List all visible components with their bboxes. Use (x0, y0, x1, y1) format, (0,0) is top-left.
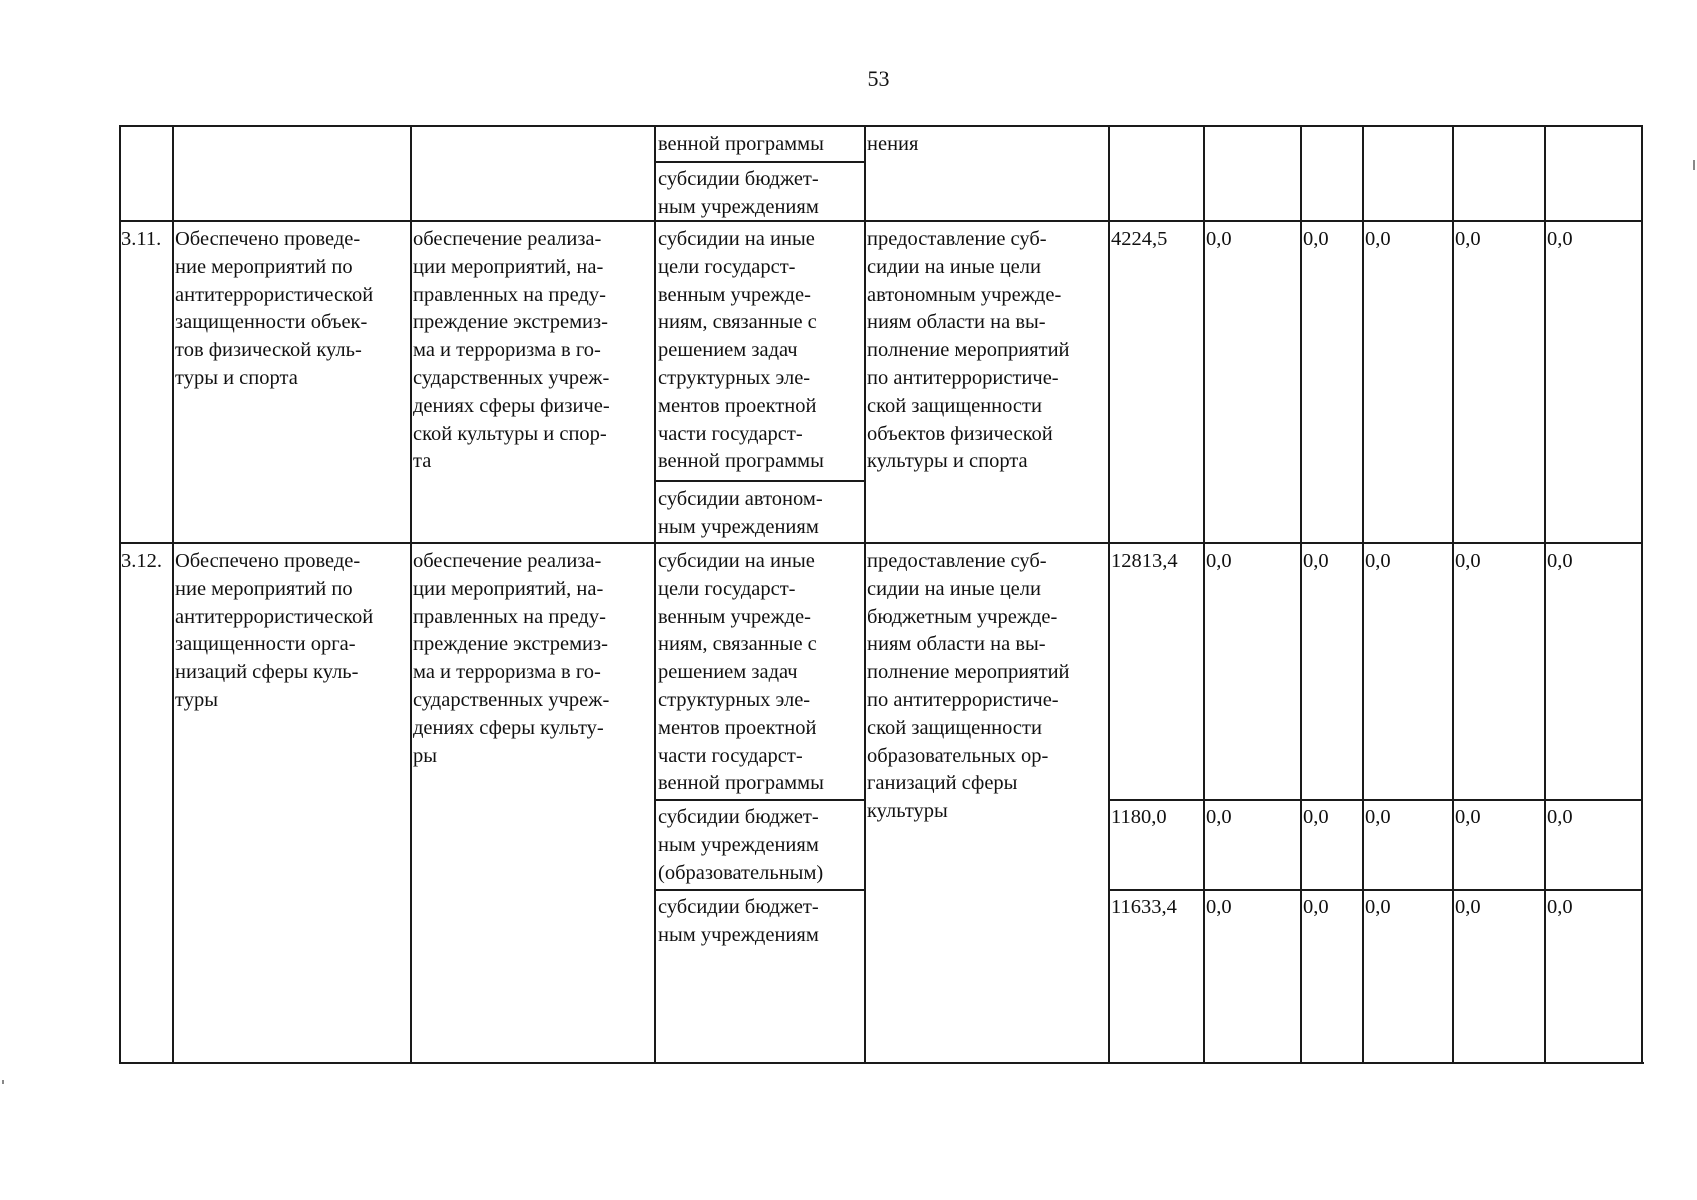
row-3-11-value-5: 0,0 (1455, 228, 1481, 250)
row-3-12-value-2: 0,0 (1206, 550, 1232, 572)
row-3-11-result: Обеспечено проведе- ние мероприятий по антитеррористической защищенности объек- тов физической куль- туры и спорта (175, 228, 374, 389)
col-border-val5 (1544, 125, 1546, 1064)
col-border-val1 (1203, 125, 1205, 1064)
row-3-12-purpose: предоставление суб- сидии на иные цели бюджетным учрежде- ниям области на вы- полнение мероприятий по антитеррористиче- ской защищенности образовательных ор- ганизаций сферы культуры (867, 550, 1070, 823)
row-3-12-sub1-value-5: 0,0 (1455, 806, 1481, 828)
row-3-12-sub1-direction: субсидии бюджет- ным учреждениям (образовательным) (658, 806, 824, 884)
row-3-11-top-border (119, 220, 1642, 222)
row-3-11-value-6: 0,0 (1547, 228, 1573, 250)
row-3-12-sub2-value-4: 0,0 (1365, 896, 1391, 918)
row-3-12-sub2-value-6: 0,0 (1547, 896, 1573, 918)
row-3-12-sub2-value-3: 0,0 (1303, 896, 1329, 918)
row-3-12-value-3: 0,0 (1303, 550, 1329, 572)
row-3-11-value-total: 4224,5 (1111, 228, 1168, 250)
col-border-purpose (1108, 125, 1110, 1064)
col-border-right (1641, 125, 1643, 1064)
row-3-11-number: 3.11. (121, 228, 162, 250)
row-3-12-sub1-value-4: 0,0 (1365, 806, 1391, 828)
row-3-12-sub2-value-2: 0,0 (1206, 896, 1232, 918)
row-3-12-sub1-value-3: 0,0 (1303, 806, 1329, 828)
header-direction-sub: субсидии бюджет- ным учреждениям (658, 168, 819, 218)
row-3-12-value-4: 0,0 (1365, 550, 1391, 572)
col-border-val4 (1452, 125, 1454, 1064)
col-border-val2 (1300, 125, 1302, 1064)
col-border-number (172, 125, 174, 1064)
table-bottom-border (119, 1062, 1644, 1064)
row-3-12-sub2-value-total: 11633,4 (1111, 896, 1177, 918)
header-purpose-cont: нения (867, 133, 919, 155)
row-3-12-sub1-values-divider (1108, 799, 1642, 801)
table-top-border (119, 125, 1642, 127)
row-3-11-direction: субсидии на иные цели государст- венным учрежде- ниям, связанные с решением задач структурных эле- ментов проектной части государст- венной программы (658, 228, 824, 473)
col-border-task (654, 125, 656, 1064)
row-3-12-value-total: 12813,4 (1111, 550, 1178, 572)
row-3-11-value-3: 0,0 (1303, 228, 1329, 250)
row-3-12-sub1-value-total: 1180,0 (1111, 806, 1167, 828)
header-sub-divider (654, 161, 866, 163)
row-3-11-sub-divider (654, 480, 866, 482)
row-3-12-sub2-value-5: 0,0 (1455, 896, 1481, 918)
col-border-left (119, 125, 121, 1064)
row-3-12-sub2-values-divider (1108, 889, 1642, 891)
row-3-12-value-5: 0,0 (1455, 550, 1481, 572)
row-3-12-task: обеспечение реализа- ции мероприятий, на- правленных на преду- преждение экстремиз- ма и терроризма в го- сударственных учреж- дениях сферы культу- ры (413, 550, 610, 767)
row-3-12-value-6: 0,0 (1547, 550, 1573, 572)
col-border-val3 (1362, 125, 1364, 1064)
row-3-11-value-2: 0,0 (1206, 228, 1232, 250)
row-3-11-purpose: предоставление суб- сидии на иные цели автономным учрежде- ниям области на вы- полнение мероприятий по антитеррористиче- ской защищенности объектов физической культуры и спорта (867, 228, 1070, 473)
row-3-12-sub2-direction: субсидии бюджет- ным учреждениям (658, 896, 819, 946)
row-3-12-sub2-divider (654, 889, 866, 891)
row-3-12-sub1-value-2: 0,0 (1206, 806, 1232, 828)
header-direction-cont: венной программы (658, 133, 824, 155)
row-3-12-sub1-value-6: 0,0 (1547, 806, 1573, 828)
scan-mark-left (2, 1080, 4, 1084)
row-3-12-sub1-divider (654, 799, 866, 801)
row-3-12-number: 3.12. (121, 550, 162, 572)
row-3-11-value-4: 0,0 (1365, 228, 1391, 250)
col-border-result (410, 125, 412, 1064)
scan-mark-right (1693, 160, 1695, 170)
row-3-12-top-border (119, 542, 1642, 544)
row-3-12-direction: субсидии на иные цели государст- венным учрежде- ниям, связанные с решением задач структурных эле- ментов проектной части государст- венной программы (658, 550, 824, 795)
row-3-11-sub-direction: субсидии автоном- ным учреждениям (658, 488, 823, 538)
row-3-12-result: Обеспечено проведе- ние мероприятий по антитеррористической защищенности орга- низаций сферы куль- туры (175, 550, 374, 711)
page-number: 53 (867, 66, 890, 91)
col-border-direction (864, 125, 866, 1064)
row-3-11-task: обеспечение реализа- ции мероприятий, на- правленных на преду- преждение экстремиз- ма и терроризма в го- сударственных учреж- дениях сферы физиче- ской культуры и спор- та (413, 228, 610, 473)
